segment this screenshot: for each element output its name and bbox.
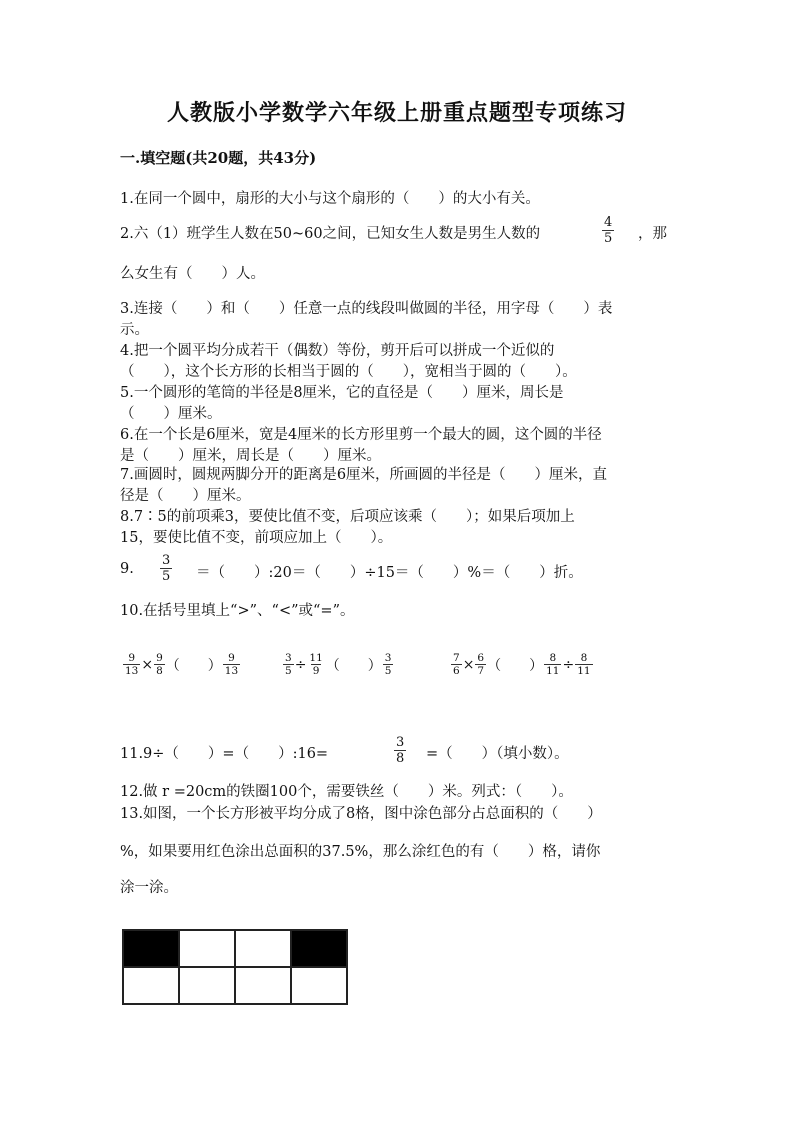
fraction-numerator: 8 <box>580 652 588 664</box>
question-13-line-3: 涂一涂。 <box>120 880 178 896</box>
shaded-rectangle-grid <box>122 929 348 1005</box>
question-2-text: 2.六（1）班学生人数在50~60之间，已知女生人数是男生人数的 <box>120 226 541 242</box>
grid-cell[interactable] <box>123 967 179 1004</box>
fraction-numerator: 6 <box>477 652 485 664</box>
grid-cell-shaded[interactable] <box>291 930 347 967</box>
operator: × <box>141 656 154 673</box>
question-2-tail: ，那 <box>638 226 667 242</box>
comparison-c <box>450 652 594 677</box>
grid-row <box>123 930 347 967</box>
fraction-numerator: 8 <box>549 652 557 664</box>
question-2-line-2: 么女生有（ ）人。 <box>120 266 265 282</box>
question-3-line-1: 3.连接（ ）和（ ）任意一点的线段叫做圆的半径，用字母（ ）表 <box>120 301 613 317</box>
fraction <box>475 652 486 677</box>
fraction-denominator: 11 <box>546 665 560 677</box>
grid-cell[interactable] <box>235 967 291 1004</box>
fraction <box>544 652 561 677</box>
comparison-a <box>122 652 241 677</box>
fraction <box>451 652 462 677</box>
fraction <box>154 652 165 677</box>
fraction-denominator: 5 <box>285 665 292 677</box>
question-6-line-2: 是（ ）厘米，周长是（ ）厘米。 <box>120 448 381 464</box>
question-13-line-2: %，如果要用红色涂出总面积的37.5%，那么涂红色的有（ ）格，请你 <box>120 844 601 860</box>
question-10: 10.在括号里填上“>”、“<”或“=”。 <box>120 603 355 619</box>
fraction-denominator: 7 <box>477 665 485 677</box>
operator: ÷ <box>294 656 307 673</box>
answer-blank: （ ） <box>165 657 222 674</box>
question-3-line-2: 示。 <box>120 322 149 338</box>
fraction <box>307 652 324 677</box>
fraction-denominator: 9 <box>312 665 320 677</box>
fraction <box>223 652 240 677</box>
question-11-tail: =（ ）（填小数）。 <box>426 746 569 762</box>
answer-blank: （ ） <box>325 657 382 674</box>
fraction-numerator: 11 <box>309 652 323 664</box>
fraction-denominator: 5 <box>604 231 613 246</box>
grid-cell[interactable] <box>235 930 291 967</box>
fraction <box>283 652 294 677</box>
question-6-line-1: 6.在一个长是6厘米，宽是4厘米的长方形里剪一个最大的圆，这个圆的半径 <box>120 427 602 443</box>
grid-row <box>123 967 347 1004</box>
fraction-denominator: 13 <box>224 665 239 677</box>
question-4-line-1: 4.把一个圆平均分成若干（偶数）等份，剪开后可以拼成一个近似的 <box>120 343 555 359</box>
question-2-fraction <box>602 215 614 246</box>
question-5-line-1: 5.一个圆形的笔筒的半径是8厘米，它的直径是（ ）厘米，周长是 <box>120 385 564 401</box>
fraction-denominator: 13 <box>125 665 139 677</box>
operator: × <box>462 656 475 673</box>
question-9-label: 9. <box>120 561 134 577</box>
question-12: 12.做 r =20cm的铁圈100个，需要铁丝（ ）米。列式：（ ）。 <box>120 784 573 800</box>
fraction-numerator: 3 <box>162 553 171 568</box>
grid-cell[interactable] <box>179 967 235 1004</box>
fraction-numerator: 9 <box>228 652 235 664</box>
grid-cell-shaded[interactable] <box>123 930 179 967</box>
fraction-numerator: 3 <box>285 652 292 664</box>
grid-cell[interactable] <box>291 967 347 1004</box>
section-heading: 一.填空题(共20题，共43分) <box>120 149 317 167</box>
fraction-numerator: 4 <box>604 215 613 230</box>
fraction-denominator: 6 <box>453 665 460 677</box>
question-9-text: ＝（ ）:20＝（ ）÷15＝（ ）%＝（ ）折。 <box>196 565 583 581</box>
fraction-denominator: 8 <box>396 751 405 766</box>
fraction-denominator: 8 <box>156 665 163 677</box>
question-11-text: 11.9÷（ ）=（ ）:16= <box>120 746 329 762</box>
fraction-denominator: 5 <box>162 569 171 584</box>
question-9-fraction <box>160 553 172 584</box>
fraction-numerator: 3 <box>396 735 405 750</box>
page-title: 人教版小学数学六年级上册重点题型专项练习 <box>166 100 627 126</box>
question-13-line-1: 13.如图，一个长方形被平均分成了8格，图中涂色部分占总面积的（ ） <box>120 806 602 822</box>
fraction <box>383 652 394 677</box>
question-8-line-1: 8.7∶5的前项乘3，要使比值不变，后项应该乘（ ）；如果后项加上 <box>120 509 575 525</box>
fraction-numerator: 9 <box>156 652 163 664</box>
question-4-line-2: （ ），这个长方形的长相当于圆的（ ），宽相当于圆的（ ）。 <box>120 364 577 380</box>
fraction-denominator: 5 <box>384 665 392 677</box>
answer-blank: （ ） <box>487 657 544 674</box>
question-7-line-2: 径是（ ）厘米。 <box>120 488 251 504</box>
fraction-numerator: 3 <box>384 652 392 664</box>
fraction-numerator: 9 <box>128 652 136 664</box>
fraction <box>123 652 140 677</box>
fraction-denominator: 11 <box>577 665 591 677</box>
comparison-b <box>282 652 394 677</box>
fraction-numerator: 7 <box>453 652 460 664</box>
grid-cell[interactable] <box>179 930 235 967</box>
question-2-line-1 <box>120 222 540 243</box>
question-8-line-2: 15，要使比值不变，前项应加上（ ）。 <box>120 530 393 546</box>
operator: ÷ <box>562 656 575 673</box>
question-7-line-1: 7.画圆时，圆规两脚分开的距离是6厘米，所画圆的半径是（ ）厘米，直 <box>120 467 608 483</box>
question-1: 1.在同一个圆中，扇形的大小与这个扇形的（ ）的大小有关。 <box>120 191 540 207</box>
fraction <box>575 652 592 677</box>
question-5-line-2: （ ）厘米。 <box>120 406 222 422</box>
question-11-fraction <box>394 735 406 766</box>
